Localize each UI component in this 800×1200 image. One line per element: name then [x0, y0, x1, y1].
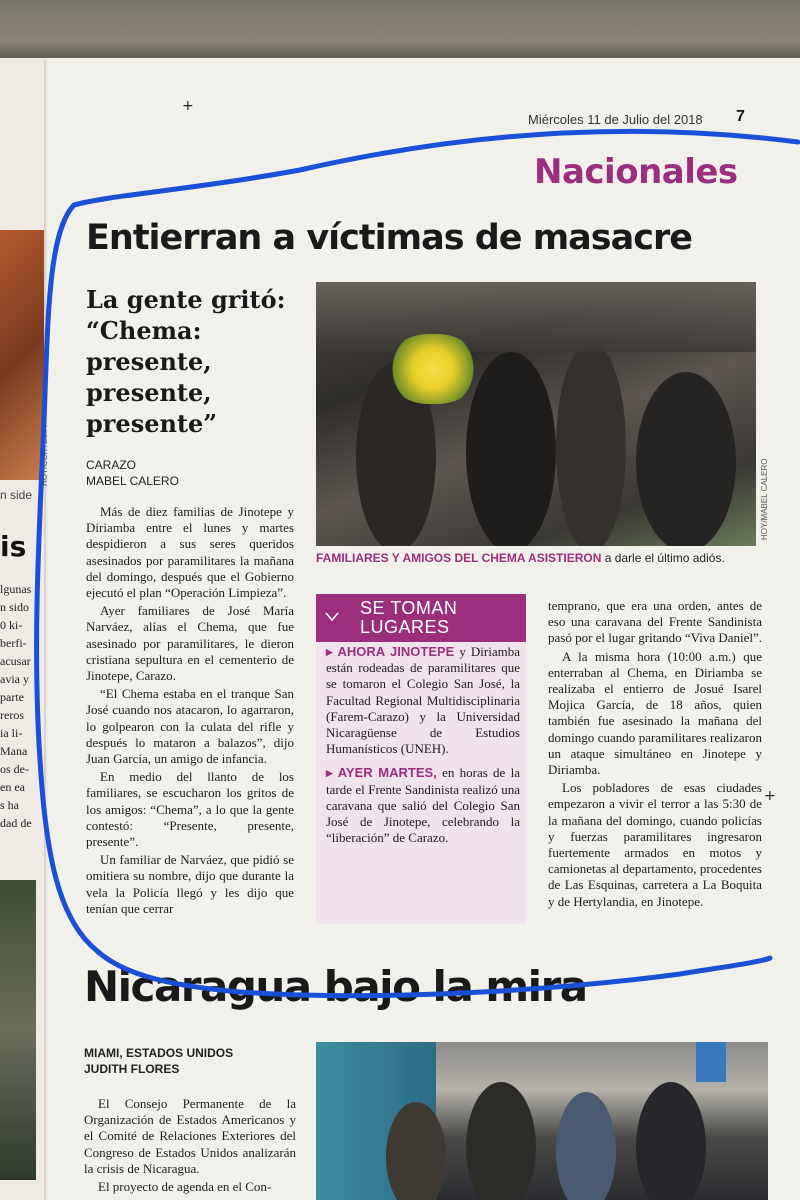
caption-lead: FAMILIARES Y AMIGOS DEL CHEMA ASISTIERON — [316, 551, 602, 565]
second-article-headline: Nicaragua bajo la mira — [84, 962, 587, 1011]
article-paragraph: Más de diez familias de Jinotepe y Diriamba entre el lunes y martes despidieron a sus seres queridos asesinados por paramilitares la mañana del domingo, después que el Gobierno ejecutó el plan “Operación Limpieza”. — [86, 504, 294, 601]
adjacent-line: berfi- — [0, 636, 27, 650]
article-paragraph: Ayer familiares de José María Narváez, alías el Chema, que fue asesinado por paramilitares, le dieron cristiana sepultura en el cementerio de Jinotepe, Carazo. — [86, 603, 294, 684]
adjacent-line: os de- — [0, 762, 29, 776]
adjacent-page-headline-fragment: is — [0, 530, 27, 563]
sidebar-title: SE TOMAN LUGARES — [360, 598, 458, 637]
registration-mark: + — [182, 98, 194, 114]
byline-author: MABEL CALERO — [86, 474, 179, 488]
adjacent-line: parte — [0, 690, 24, 704]
page-dateline: Miércoles 11 de Julio del 2018 — [528, 112, 703, 127]
flower-wreath — [388, 334, 478, 404]
article-paragraph: A la misma hora (10:00 a.m.) que enterraban al Chema, en Diriamba se realizaba el entierro de Josué Isarel Mojica García, de 18 años, quien también fue asesinado la mañana del domingo cuando paramilitares realizaron un ataque simultáneo en Jinotepe y Diriamba. — [548, 648, 762, 778]
article-paragraph: Un familiar de Narváez, que pidió se omitiera su nombre, dijo que durante la vela la Policía llegó y les dijo que tenían que cerrar — [86, 852, 294, 916]
sidebar-item-text: y Diriamba están rodeadas de paramilitares que se tomaron el Colegio San José, la Facultad Regional Multidisciplinaria (Farem-Carazo) y la Universidad Nicaragüense de Estudios Humanísticos (UNEH). — [326, 644, 521, 757]
adjacent-line: avia y — [0, 672, 29, 686]
article-paragraph: temprano, que era una orden, antes de eso una caravana del Frente Sandinista pasó por el lugar gritando “Viva Daniel”. — [548, 598, 763, 646]
article-column-1 — [86, 504, 294, 919]
adjacent-line: 0 ki- — [0, 618, 23, 632]
adjacent-line: reros — [0, 708, 24, 722]
adjacent-page-photo — [0, 230, 44, 480]
adjacent-line: Mana — [0, 744, 28, 758]
chevron-down-icon — [324, 608, 346, 630]
article-subhead: La gente gritó: “Chema: presente, presente, presente” — [86, 285, 286, 438]
adjacent-line: en ea — [0, 780, 25, 794]
funeral-photo — [316, 282, 756, 546]
adjacent-page-photo-2 — [0, 880, 36, 1180]
article-paragraph: El proyecto de agenda en el Con- — [98, 1179, 272, 1195]
second-article-column — [84, 1096, 296, 1197]
sidebar-item-lead: ▸ AHORA JINOTEPE — [326, 644, 455, 659]
second-byline-location: MIAMI, ESTADOS UNIDOS — [84, 1046, 234, 1060]
side-photo-credit: HOY/CORTESIA — [40, 425, 49, 486]
registration-mark: + — [764, 788, 776, 804]
sidebar-item-lead: ▸ AYER MARTES, — [326, 765, 437, 781]
sidebar-header — [316, 594, 526, 642]
article-column-3 — [548, 598, 762, 912]
photo-credit: HOY/MABEL CALERO — [760, 458, 769, 540]
adjacent-line: acusar — [0, 654, 31, 668]
sidebar-item-lead-text: AYER MARTES, — [337, 765, 437, 781]
sidebar-item — [326, 644, 520, 757]
article-paragraph: En medio del llanto de los familiares, se escucharon los gritos de los amigos: “Chema”, a lo que la gente contestó: “Presente, presente, presente”. — [86, 769, 294, 850]
article-paragraph: El Consejo Permanente de la Organización de Estados Americanos y el Comité de Relaciones Exteriores del Congreso de Estados Unidos analizarán la crisis de Nicaragua. — [84, 1096, 296, 1176]
adjacent-line: lgunas — [0, 582, 32, 596]
adjacent-page-text — [0, 580, 44, 832]
page-number: 7 — [736, 108, 745, 125]
adjacent-line: ia li- — [0, 726, 23, 740]
article-paragraph: Los pobladores de esas ciudades empezaron a vivir el terror a las 5:30 de la mañana del domingo, cuando policías y fuerzas paramilitares ingresaron fuertemente armados en motos y camionetas al departamento, procedentes de Las Esquinas, carretera a La Boquita y de Hertylandia, en Jinotepe. — [548, 780, 762, 909]
caption-text: a darle el último adiós. — [601, 551, 725, 565]
adjacent-line: dad de — [0, 816, 32, 830]
adjacent-page-side-text: n side — [0, 488, 33, 502]
second-byline-author: JUDITH FLORES — [84, 1062, 180, 1076]
sidebar-item — [326, 765, 520, 846]
byline-location: CARAZO — [86, 458, 137, 472]
sidebar-body — [326, 644, 520, 854]
section-title: Nacionales — [534, 152, 738, 192]
sidebar-item-lead-text: AHORA JINOTEPE — [337, 644, 455, 659]
adjacent-line: s ha — [0, 798, 19, 812]
photo-caption — [316, 550, 756, 566]
sidebar-item-text: en horas de la tarde el Frente Sandinista realizó una caravana que salió del Colegio San José de Jinotepe, celebrando la “liberación” de Carazo. — [326, 765, 520, 846]
article-headline: Entierran a víctimas de masacre — [86, 218, 692, 258]
article-paragraph: “El Chema estaba en el tranque San José cuando nos atacaron, lo agarraron, lo golpearon con la culata del rifle y después lo mataron a balazos”, dijo Juan García, un amigo de infancia. — [86, 686, 294, 767]
page-fold-line — [44, 60, 46, 1200]
adjacent-line: n sido — [0, 600, 30, 614]
street-photo — [316, 1042, 768, 1200]
